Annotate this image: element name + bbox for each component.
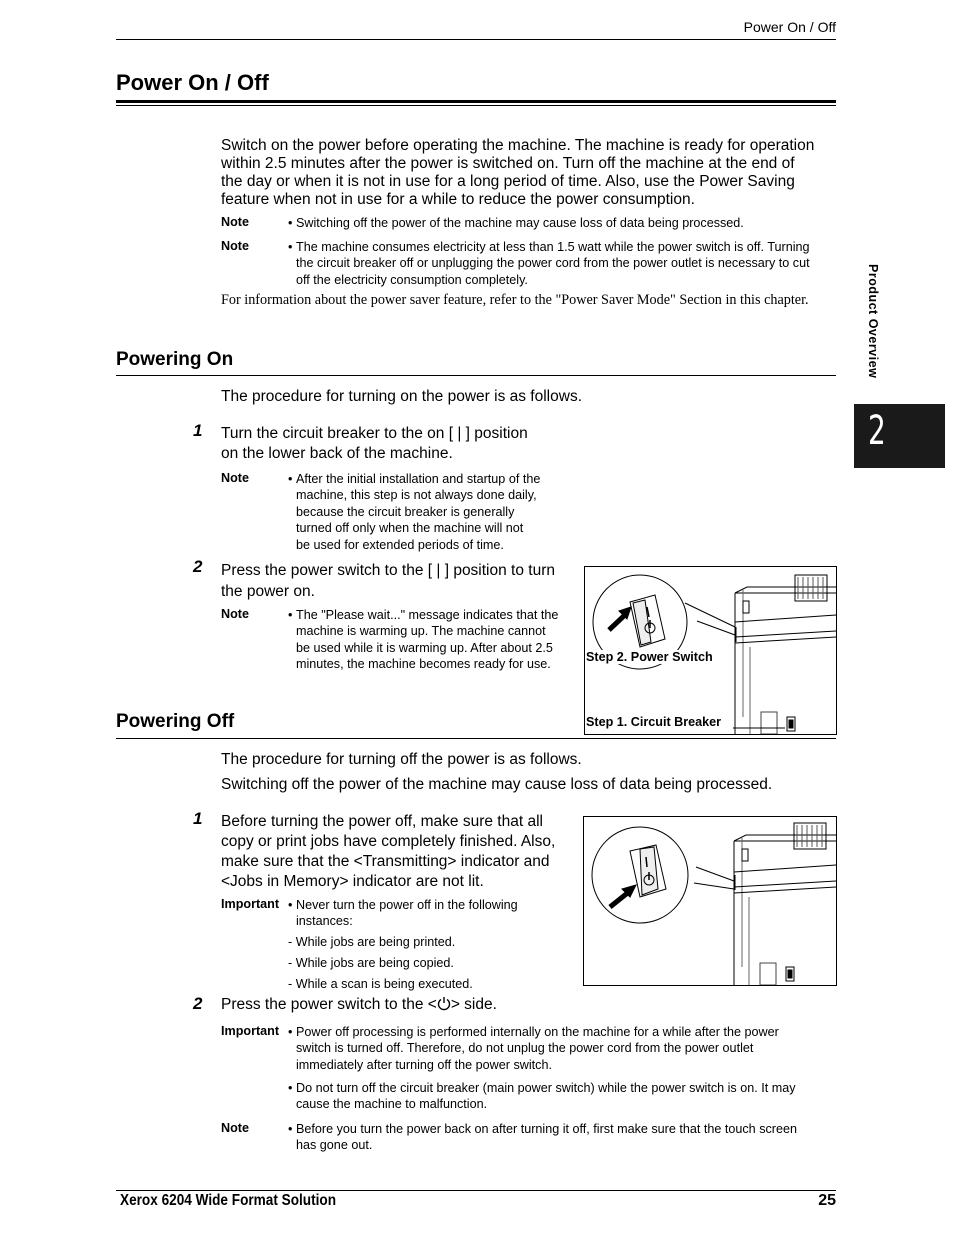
intro-line: feature when not in use for a while to reduce the power consumption. <box>221 191 695 208</box>
running-header: Power On / Off <box>743 19 836 35</box>
step-number: 2 <box>193 994 203 1013</box>
section-title-powering-on: Powering On <box>116 349 234 370</box>
reference-text: For information about the power saver feature, refer to the "Power Saver Mode" Section in this chapter. <box>221 292 809 308</box>
note-text: • Before you turn the power back on after turning it off, first make sure that the touch screen has gone out. <box>288 1122 797 1153</box>
page-number: 25 <box>818 1192 836 1209</box>
note-text: • The machine consumes electricity at less than 1.5 watt while the power switch is off. Turning the circuit breaker off or unplugging the power cord from the power outlet is necessary to cut off the electricity consumption completely. <box>288 240 810 287</box>
bullet: • <box>288 216 293 230</box>
chapter-tab <box>854 404 945 468</box>
chapter-number: 2 <box>868 408 886 454</box>
caption-circuit-breaker: Step 1. Circuit Breaker <box>586 715 722 729</box>
title-rule-thin <box>116 105 836 106</box>
page-title: Power On / Off <box>116 70 269 95</box>
step-text: Before turning the power off, make sure that all copy or print jobs have completely finished. Also, make sure that the <Transmitting> indicator and <Jobs in Memory> indicator are not lit. <box>221 813 556 890</box>
section-title-powering-off: Powering Off <box>116 711 235 732</box>
step-text: Press the power switch to the [ | ] position to turn the power on. <box>221 562 555 600</box>
step-number: 2 <box>193 557 203 576</box>
important-list-item: - While jobs are being copied. <box>288 956 454 970</box>
note-label: Note <box>221 239 249 253</box>
important-label: Important <box>221 897 280 911</box>
step-text: Press the power switch to the < > side. <box>221 996 497 1016</box>
powering-off-intro: The procedure for turning off the power is as follows. <box>221 751 582 768</box>
footer-rule <box>116 1190 836 1191</box>
bullet: • <box>288 240 293 254</box>
step-text: Turn the circuit breaker to the on [ | ] position on the lower back of the machine. <box>221 425 528 462</box>
note-label: Note <box>221 471 249 485</box>
footer-product-title: Xerox 6204 Wide Format Solution <box>120 1192 337 1209</box>
header-rule <box>116 39 836 40</box>
note-text: • Switching off the power of the machine may cause loss of data being processed. <box>288 216 744 230</box>
section-rule <box>116 738 836 739</box>
intro-paragraph <box>221 137 814 209</box>
note-label: Note <box>221 1121 249 1135</box>
step-number: 1 <box>193 809 203 828</box>
important-text: • Do not turn off the circuit breaker (main power switch) while the power switch is on. It may cause the machine to malfunction. <box>288 1081 796 1112</box>
intro-line: Switch on the power before operating the machine. The machine is ready for operation <box>221 137 815 154</box>
chapter-side-label: Product Overview <box>866 264 880 379</box>
powering-off-warning: Switching off the power of the machine may cause loss of data being processed. <box>221 776 773 793</box>
important-text: • Never turn the power off in the following instances: <box>288 898 518 929</box>
note-label: Note <box>221 215 249 229</box>
important-label: Important <box>221 1024 280 1038</box>
intro-line: within 2.5 minutes after the power is switched on. Turn off the machine at the end of <box>221 155 795 172</box>
note-text: • The "Please wait..." message indicates that the machine is warming up. The machine cannot be used while it is warming up. After about 2.5 minutes, the machine becomes ready for use. <box>288 608 559 672</box>
caption-power-switch: Step 2. Power Switch <box>586 650 713 664</box>
figure-power-on <box>584 566 837 735</box>
intro-line: the day or when it is not in use for a long period of time. Also, use the Power Saving <box>221 173 795 190</box>
figure-power-off <box>583 816 837 986</box>
title-rule-thick <box>116 100 836 103</box>
machine-illustration <box>584 817 836 985</box>
powering-on-intro: The procedure for turning on the power is as follows. <box>221 388 582 405</box>
note-label: Note <box>221 607 249 621</box>
important-list-item: - While a scan is being executed. <box>288 977 473 991</box>
important-list-item: - While jobs are being printed. <box>288 935 456 949</box>
note-text: • After the initial installation and startup of the machine, this step is not always done daily, because the circuit breaker is generally turned off only when the machine will not be used for extended periods of time. <box>288 472 541 552</box>
step-number: 1 <box>193 421 203 440</box>
power-standby-icon <box>437 996 451 1016</box>
important-text: • Power off processing is performed internally on the machine for a while after the power switch is turned off. Therefore, do not unplug the power cord from the power outlet immediately after turning off the power switch. <box>288 1025 779 1072</box>
section-rule <box>116 375 836 376</box>
